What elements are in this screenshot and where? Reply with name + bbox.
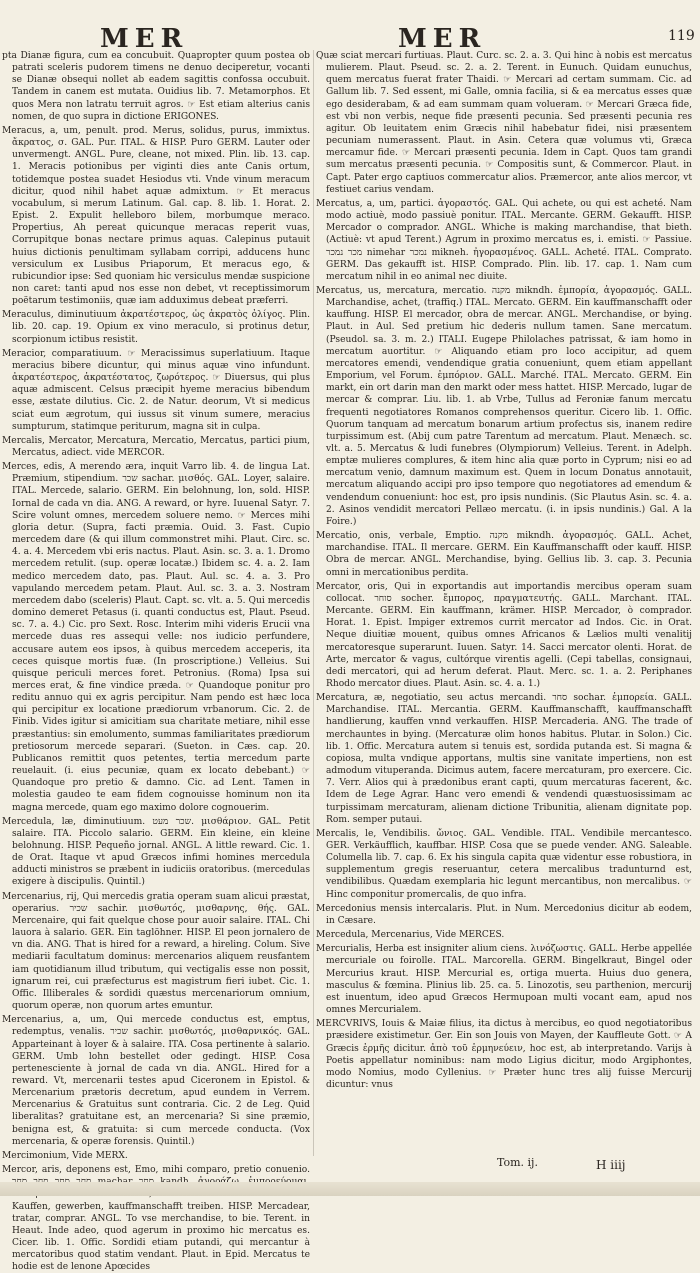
entry-mercurius: MERCVRIVS, Iouis & Maiæ filius, ita dictus à mercibus, eo quod negotiatoribus præsidere existimetur. Ger. Ein son Jouis von Mayen, der Kauffleute Gott. ☞ A Græcis ἑρμῆς dicitur. ἀπὸ τοῦ ἑρμηνεύειν, hoc est, ab interpretando. Varijs à Poetis appellatur nominibus: nam modo Ligius dicitur, modo Argiphontes, modo Nomius, modo Cyllenius. ☞ Præter hunc tres alij fuisse Mercurij dicuntur: vnus xyxy=(316,1019,692,1090)
entry-mercatura: Mercatura, æ, negotiatio, seu actus mercandi. סחר sochar. ἐμπορεία. GALL. Marchandise. ITAL. Mercantia. GERM. Kauffmanschafft, kauffmanschafft handlierung, kauffen vnnd verkauffen. HISP. Mercaderia. ANG. The trade of merchauntes in bying. (Mercaturæ olim honos habitus. Plutar. in Solon.) Cic. lib. 1. Offic. Mercatura autem si tenuis est, sordida putanda est. Si magna & copiosa, multa vndique apportans, multis sine vanitate impertiens, non est admodum vituperanda. Dicimus autem, facere mercaturam, pro exercere. Cic. 7. Verr. Alios qui à prædonibus erant capti, quum mercaturas facerent, &c. Idem de Lege Agrar. Hanc vero emendi & vendendi quæstuosissimam ac turpissimam mercaturam, alienam dictione Tribunitia, alienam dignitate pop. Rom. semper putaui. xyxy=(316,693,692,825)
entry-mercimonium: Mercimonium, Vide MERX. xyxy=(2,1150,128,1161)
entry-mercatio: Mercatio, onis, verbale, Emptio. מקנה mikndh. ἀγορασμός. GALL. Achet, marchandise. ITAL. Il mercare. GERM. Ein Kauffmanschafft oder kauff. HISP. Obra de mercar. ANGL. Merchandise, bying. Gellius lib. 3. cap. 3. Pecunia omni in mercationibus perdita. xyxy=(316,531,693,578)
column-divider xyxy=(313,50,314,1156)
entry-meracior: Meracior, comparatiuum. ☞ Meracissimus superlatiuum. Itaque meracius bibere dicuntur, qui minus aquæ vino infundunt. ἀκρατέστερος, ἀκρατέστατος, ζωρότερος. ☞ Diuersus, qui plus aquæ admiscent. Celsus præcipit hyeme meracius bibendum esse, æstate dilutius. Cic. 2. de Natur. deorum, Vt si medicus sciat eum ægrotum, qui iussus sit vinum sumere, meracius sumpturum, statimque periturum, magna sit in culpa. xyxy=(2,348,310,432)
entry-mercurialis: Mercurialis, Herba est insigniter alium ciens. λινόζωστις. GALL. Herbe appellée mercuriale ou foirolle. ITAL. Marcorella. GERM. Bingelkraut, Bingel oder Mercurius kraut. HISP. Mercurial es, ortiga muerta. Huius duo genera, masculus & fœmina. Plinius lib. 25. ca. 5. Linozotis, seu parthenion, mercurij est inuentum, ideo apud Græcos Hermupoan multi vocant eam, apud nos omnes Mercurialem. xyxy=(316,944,692,1016)
entry-mercatus-participle: Mercatus, a, um, partici. ἀγοραστός. GAL. Qui achete, ou qui est acheté. Nam modo actiuè, modo passiuè ponitur. ITAL. Mercante. GERM. Gekaufft. HISP. Mercador o comprador. ANGL. Whiche is making marchandise, that bieth. (Actiuè: vt apud Terent.) Agrum in proximo mercatus es, i. emisti. ☞ Passiue. מכר נמכר nimehar נמכר mikneh. ἠγορασμένος. GALL. Acheté. ITAL. Comprato. GERM. Das gekaufft ist. HISP. Comprado. Plin. lib. 17. cap. 1. Nam cum mercatum nihil in eo animal nec diuite. xyxy=(316,198,692,282)
entry-mercedula-ref: Mercedula, Mercenarius, Vide MERCES. xyxy=(316,930,505,941)
page-bottom-edge xyxy=(0,1182,700,1196)
right-text-column xyxy=(316,50,692,1156)
entry-merces: Merces, edis, A merendo æra, inquit Varro lib. 4. de lingua Lat. Præmium, stipendium. שכר sachar. μισθός. GAL. Loyer, salaire. ITAL. Mercede, salario. GERM. Ein belohnung, lon, sold. HISP. Iornal de cada vn dia. ANG. A reward, or hyre. Iuuenal Satyr. 7. Scire volunt omnes, mercedem soluere nemo. ☞ Merces mihi gloria detur. (Supra, facti præmia. Ouid. 3. Fast. Cupio mercedem dare (& qui illum commonstret mihi. Plaut. Circ. sc. 4. a. 4. Mercedem vbi eris nactus. Plaut. Asin. sc. 3. a. 1. Dromo mercedem retulit. (sup. operæ locatæ.) Ibidem sc. 4. a. 2. Iam medico mercedem dato, pas. Plaut. Aul. sc. 4. a. 3. Pro vapulando mercedem petam. Plaut. Aul. sc. 3. a. 3. Nostram mercedem dabo (sceleris) Plaut. Capt. sc. vlt. a. 5. Qui mercedis domino demeret Petasus (i. quanti conductus est, Plaut. Pseud. sc. 7. a. 4.) Cic. pro Sext. Rosc. Interim mihi videris Erucii vna mercede duas res assequi velle: nos iudicio perfundere, accusare autem eos ipsos, à quibus mercedem acceperis, ita ceces quisque mortis fuæ. (In proscriptione.) Velleius. Sui quisque periculi merces foret. Petronius. (Roma) Ipsa sui merces erat, & fine vindice præda. ☞ Quandoque ponitur pro reditu annuo qui ex agris percipitur. Nam pendo est hæc loca qui percipitur ex locatione prædiorum vrbanorum. Cic. 2. de Finib. Vides igitur si amicitiam sua charitate metiare, nihil esse præstantius: sin emolumento, summas familiaritates prædiorum pretiosorum mercede separari. (Sueton. in Cæs. cap. 20. Publicanos remittit quos petentes, tertia mercedum parte reuelauit. (i. eius pecuniæ, quam ex locato debebant.) ☞ Quandoque pro pretio & damno. Cic. ad Lent. Tamen in molestia gaudeo te eam fidem cognouisse hominum non ita magna mercede, quam ego maximo dolore cognouerim. xyxy=(2,462,311,813)
header-guide-word-left: MER xyxy=(100,24,189,54)
volume-signature: Tom. ij. xyxy=(497,1156,538,1169)
header-guide-word-right: MER xyxy=(398,24,487,54)
entry-mera-continued: pta Dianæ figura, cum ea concubuit. Quapropter quum postea ob patrati sceleris pudorem timens ne denuo deciperetur, vocanti se Dianæ obsequi nollet ab eadem sagittis confossa occubuit. Tandem in canem est mutata. Ouidius lib. 7. Metamorphos. Et quos Mera non latratu terruit agros. ☞ Est etiam alterius canis nomen, de quo supra in dictione ERIGONES. xyxy=(2,51,310,122)
entry-mercedonius: Mercedonius mensis intercalaris. Plut. in Num. Mercedonius dicitur ab eodem, in Cæsare. xyxy=(316,903,692,926)
entry-mercalis: Mercalis, le, Vendibilis. ὤνιος. GAL. Vendible. ITAL. Vendibile mercantesco. GER. Verkäufflich, kauffbar. HISP. Cosa que se puede vender. ANG. Saleable. Columella lib. 7. cap. 6. Ex his singula capita quæ videntur esse robustiora, in supplementum gregis reseruantur, cetera mercalibus tradunturnd est, vendibilibus. Quædam exemplaria hic legunt mercantibus, non mercalibus. ☞ Hinc componitur promercalis, de quo infra. xyxy=(316,828,692,900)
entry-meraculus: Meraculus, diminutiuum ἀκρατέστερος, ὡς ἀκρατὸς ὀλίγος. Plin. lib. 20. cap. 19. Opium ex vino meraculo, si protinus detur, scorpionum ictibus resistit. xyxy=(2,310,310,345)
entry-mercalis-ref: Mercalis, Mercator, Mercatura, Mercatio, Mercatus, partici pium, Mercatus, adiect. vide MERCOR. xyxy=(2,435,310,458)
entry-mercator: Mercator, oris, Qui in exportandis aut importandis mercibus operam suam collocat. סוחר socher. ἔμπορος, πραγματευτής. GALL. Marchant. ITAL. Mercante. GERM. Ein kauffmann, krämer. HISP. Mercador, ò comprador. Horat. 1. Epist. Impiger extremos currit mercator ad Indos. Cic. in Orat. Neque diuitiæ mouent, quibus omnes Africanos & Lælios multi venalitij mercatoresque superarunt. Iuuen. Satyr. 14. Sacci mercator olenti. Horat. de Arte, mercator & vagus, cultórque virentis agelli. (Cepi tabellas, consignaui, dedi mercatori, qui ad herum deferat. Plaut. Merc. sc. 1. a. 2. Periphanes Rhodo mercator diues. Plaut. Asin. sc. 4. a. 1.) xyxy=(316,581,692,689)
entry-mercenarius-adj: Mercenarius, a, um, Qui mercede conductus est, emptus, redemptus, venalis. שכיר sachir. μισθωτός, μισθαρνικός. GAL. Apparteinant à loyer & à salaire. ITA. Cosa pertinente à salario. GERM. Umb lohn bestellet oder gedingt. HISP. Cosa pertenesciente à jornal de cada vn dia. ANGL. Hired for a reward. Vt, mercenarii testes apud Ciceronem in Epistol. & Mercenarium prætoris decretum, apud eundem in Verrem. Mercenarius & Gratuitus sunt contraria. Cic. 2 de Leg. Quid liberalitas? gratuitane est, an mercenaria? Si sine præmio, benigna est, & gratuita: si cum mercede conducta. (Vox mercenaria, & operæ forensis. Quintil.) xyxy=(2,1015,310,1147)
entry-mercor-continued: Quæ sciat mercari furtiuas. Plaut. Curc. sc. 2. a. 3. Qui hinc à nobis est mercatus mulierem. Plaut. Pseud. sc. 2. a. 2. Terent. in Eunuch. Quidam eunuchus, quem mercatus fuerat frater Thaidi. ☞ Mercari ad certam summam. Cic. ad Gallum lib. 7. Sed essent, mi Galle, omnia facilia, si & ea mercatus esses quæ ego desiderabam, & ad eam summam quam volueram. ☞ Mercari Græca fide, est vbi non verbis, neque fide præsenti pecunia. Sed præsenti pecunia res agitur. Ob leuitatem enim Græcis nihil habebatur fidei, nisi præsentem pecuniam numerassent. Plaut. in Asin. Cetera quæ volumus vti, Græca mercamur fide. ☞ Mercari præsenti pecunia. Idem in Capt. Quos tam grandi sum mercatus præsenti pecunia. ☞ Compositis sunt, & Commercor. Plaut. in Capt. Pater ergo captiuos commercatur alios. Præmercor, ante alios mercor, vt festiuet carius vendam. xyxy=(316,51,692,195)
entry-mercenarius-noun: Mercenarius, rij, Qui mercedis gratia operam suam alicui præstat, operarius. שכיר sachir. μισθωτός, μισθαρνης, θής. GAL. Mercenaire, qui fait quelque chose pour auoir salaire. ITAL. Chi lauora à salario. GER. Ein taglöhner. HISP. El peon jornalero de vn dia. ANG. That is hired for a reward, a hireling. Colum. Sive mediarii facultatum dominus: mercenarios aliquem reusfantem iam quotidianum illud tributum, qui vectigalis esse non possit, ignarum rei, cui præfecturus est magistrum fieri iubet. Cic. 1. Offic. Illiberales & sordidi quæstus mercenariorum omnium, quorum operæ, non quorum artes emuntur. xyxy=(2,891,310,1012)
entry-mercor: Mercor, aris, deponens est, Emo, mihi comparo, pretio conuenio. Kauffen, gewerben, kauffmanschafft treiben. HISP. Mercadear, tratar, comprar. ANGL. To vse merchandise, to bie. Terent. in Heaut. Inde adeo, quod agerum in proximo hic mercatus es. Cicer. lib. 1. Offic. Sordidi etiam putandi, qui mercantur à mercatoribus quod statim vendant. Plaut. in Epid. Mercatus te hodie est de lenone Apœcides xyxy=(2,1165,310,1273)
running-header xyxy=(0,16,700,52)
gathering-mark: H iiij xyxy=(596,1158,626,1172)
entry-mercatus-noun: Mercatus, us, mercatura, mercatio. מקנה mikndh. ἐμπορία, ἀγορασμός. GALL. Marchandise, achet, (traffiq.) ITAL. Mercato. GERM. Ein kauffmanschafft oder kauffung. HISP. El mercador, obra de mercar. ANGL. Merchandise, or bying. Plaut. in Aul. Sed pretium hic dederis nullum tamen. Sane mercatum. (Pseudol. sa. 3. m. 2.) ITALI. Eugepe Philolaches patrissat, & iam homo in mercatum auortitur. ☞ Aliquando etiam pro loco accipitur, ad quem mercatores emendi, vendendique gratia conueniunt, quem etiam appellant Emporium, vel Forum. ἐμπόριον. GALL. Marché. ITAL. Mercato. GERM. Ein markt, ein ort darin man den markt oder mess hattet. HISP. Mercado, lugar de mercar & comprar. Liu. lib. 1. ab Vrbe, Tullus ad Feroniæ fanum mercatu frequenti negotiatores Romanos comprehensos queritur. Cicero lib. 1. Offic. Quorum tanquam ad mercatum bonarum artium profectus sis, inanem redire turpissimum est. (Abij cum patre Tarentum ad mercatum. Plaut. Menæch. sc. vlt. a. 5. Mercatus & ludi funebres (Olympiorum) Velleius. Terent. in Adelph. emptæ mulieres complures, & item hinc alia quæ porto in Cyprum; nisi eo ad mercatum venio, damnum maximum est. Quem in locum Donatus annotauit, mercatum aliquando accipi pro ipso tempore quo negotiatores ad emendum & vendendum conueniunt: hoc est, pro ipsis nundinis. (Sic Plautus Asin. sc. 4. a. 2. Asinos vendidit mercatori Pellæo mercatu. (i. in ipsis nundinis.) Gal. A la Foire.) xyxy=(316,285,692,527)
left-text-column xyxy=(2,50,311,1273)
entry-mercedula: Mercedula, læ, diminutiuum. שכר מעט. μισθάριον. GAL. Petit salaire. ITA. Piccolo salario. GERM. Ein kleine, ein kleine belohnung. HISP. Pequeño jornal. ANGL. A little reward. Cic. 1. de Orat. Itaque vt apud Græcos infimi homines mercedula adducti ministros se præbent in iudiciis oratoribus. (mercedulas exigere à discipulis. Quintil.) xyxy=(2,816,310,888)
page-number: 119 xyxy=(668,28,695,44)
page-footer xyxy=(0,1152,700,1182)
entry-meracus: Meracus, a, um, penult. prod. Merus, solidus, purus, immixtus. ἄκρατος, σ. GAL. Pur. ITAL. & HISP. Puro GERM. Lauter oder unvermengt. ANGL. Pure, cleane, not mixed. Plin. lib. 13. cap. 1. Meracis potionibus per viginti dies ante Canis ortum, totidemque postea suadet Hesiodus vti. Vnde vinum meracum dicitur, quod nihil habet aquæ admixtum. ☞ Et meracus vocabulum, si merum Latinum. Gal. cap. 8. lib. 1. Horat. 2. Epist. 2. Expulit helleboro bilem, morbumque meraco. Propertius, Ah pereat quicunque meracas reperit vuas, Corrupitque bonas nectare primus aquas. Calepinus putauit huius dictionis penultimam syllabam corripi, adducens hunc versiculum ex Lusibus Priaporum, Et meracus ego, & rubicundior ipse: Sed quoniam hic versiculus mendæ suspicione non caret: tanti apud nos esse non debet, vt receptissimorum poëtarum testimoniis, quæ iam adduximus debeat præferri. xyxy=(2,125,310,307)
